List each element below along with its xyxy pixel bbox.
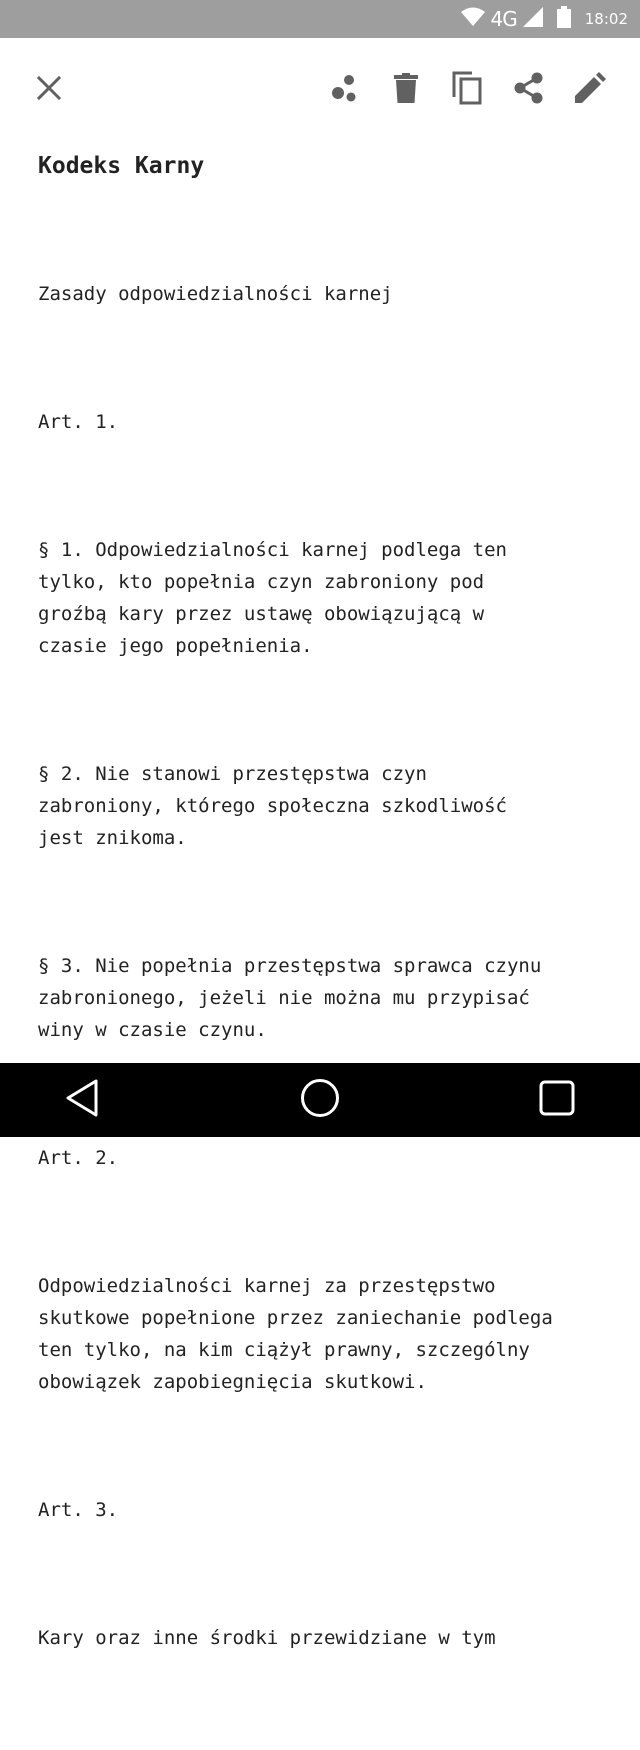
note-body	[38, 214, 618, 1750]
paragraph-art-1-sec-1: § 1. Odpowiedzialności karnej podlega ten tylko, kto popełnia czyn zabroniony pod groźbą kary przez ustawę obowiązującą w czasie jego popełnienia.	[38, 539, 507, 657]
copy-icon	[452, 71, 482, 105]
edit-button[interactable]	[570, 68, 610, 108]
paragraph-art-3-text: Kary oraz inne środki przewidziane w tym	[38, 1627, 496, 1649]
close-button[interactable]	[29, 68, 69, 108]
merge-icon	[331, 74, 359, 102]
note-toolbar	[0, 38, 640, 138]
paragraph-art-3: Art. 3.	[38, 1499, 119, 1521]
share-button[interactable]	[509, 68, 549, 108]
status-indicators	[461, 0, 628, 38]
paragraph-art-1-sec-3: § 3. Nie popełnia przestępstwa sprawca czynu zabronionego, jeżeli nie można mu przypisać winy w czasie czynu.	[38, 955, 542, 1041]
network-type: 4G	[490, 7, 517, 31]
note-content[interactable]	[38, 138, 618, 1649]
copy-button[interactable]	[447, 68, 487, 108]
trash-icon	[394, 73, 418, 103]
pencil-icon	[575, 73, 605, 103]
wifi-icon	[461, 7, 485, 31]
home-circle-icon	[300, 1078, 340, 1122]
paragraph-art-2: Art. 2.	[38, 1147, 119, 1169]
delete-button[interactable]	[386, 68, 426, 108]
status-bar	[0, 0, 640, 38]
back-button[interactable]	[59, 1077, 105, 1123]
recents-square-icon	[539, 1080, 575, 1120]
merge-button[interactable]	[325, 68, 365, 108]
share-icon	[514, 72, 544, 104]
clock: 18:02	[584, 10, 628, 28]
paragraph-art-1-sec-2: § 2. Nie stanowi przestępstwa czyn zabroniony, którego społeczna szkodliwość jest znikoma.	[38, 763, 507, 849]
paragraph-art-1: Art. 1.	[38, 411, 119, 433]
close-icon	[37, 76, 61, 100]
note-title: Kodeks Karny	[38, 153, 205, 179]
signal-icon	[523, 7, 543, 31]
back-triangle-icon	[65, 1078, 99, 1122]
paragraph-art-2-text: Odpowiedzialności karnej za przestępstwo skutkowe popełnione przez zaniechanie podlega ten tylko, na kim ciążył prawny, szczególny obowiązek zapobiegnięcia skutkowi.	[38, 1275, 553, 1393]
recents-button[interactable]	[534, 1077, 580, 1123]
battery-icon	[557, 6, 571, 32]
home-button[interactable]	[297, 1077, 343, 1123]
navigation-bar	[0, 1063, 640, 1137]
paragraph-heading: Zasady odpowiedzialności karnej	[38, 283, 393, 305]
